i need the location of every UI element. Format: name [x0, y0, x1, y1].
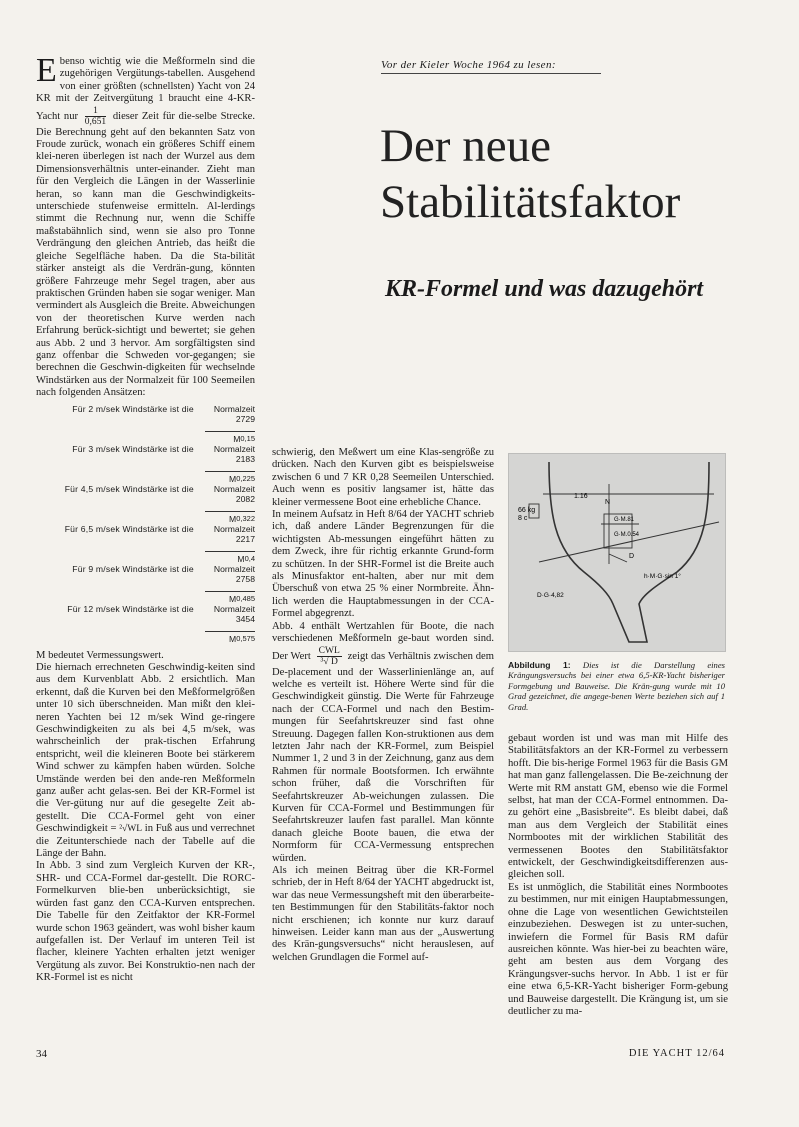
normalzeit-label: Normalzeit — [213, 403, 255, 414]
paragraph-text: dieser Zeit für die-selbe Strecke. Die Berechnung geht auf den bekannten Satz von Froude zurück, wonach ein größeres Schiff einem klei-neren überlegen ist nach der Wurzel aus dem Dimensionsverhältnis unter-einander. Zieht man für den Vergleich die Längen in der Wasserlinie heran, so kann man die Geschwindigkeits-unterschiede stufenweise ermitteln. Al-lerdings stimmt die Rechnung nur, wenn die Schiffe maßstabähnlich sind, wenn sie also pro Tonne Verdrängung den gleichen Antrieb, das heißt die gleiche Segelfläche haben. Da die Sta-bilität stärker ansteigt als die Verdrän-gung, könnten größere Fahrzeuge mehr Segel tragen, aber aus praktischen Gründen haben sie sogar weniger. Man vermindert als Ausgleich die Breite. Abweichungen von der theoretischen Kurve werden nach Erfahrung berück-sichtigt und bewertet; sie gehen aus Abb. 2 und 3 hervor. Am sorgfältigsten sind ganz offenbar die Schweden vor-gegangen; sie berechnen die Geschwin-digkeiten für wechselnde Windstärken aus der Normalzeit für 100 Seemeilen nach folgenden Ansätzen: — [36, 110, 255, 399]
speed-row — [36, 444, 255, 454]
paragraph — [36, 662, 255, 861]
label-dg: D·G·4,82 — [537, 592, 564, 599]
paragraph: Als ich meinen Beitrag über die KR-Formel schrieb, der in Heft 8/64 der YACHT abgedruckt ist, war das neue Vermessungsheft mit den überarbeite-ten Bestimmungen für den Stabilitäts-faktor noch nicht erschienen; ich konnte nur kurz darauf hinweisen. Leider kann man aus der „Auswertung des Krän-gungsversuchs“ nicht herauslesen, auf welchen Grundlagen die Formel auf- — [272, 865, 494, 963]
caption-label: Abbildung 1: — [508, 660, 571, 670]
speed-denominator — [194, 624, 255, 644]
caption-text: Dies ist die Darstellung eines Krängungsversuchs bei einer etwa 6,5-KR-Yacht bisheriger Formgebung und Bauweise. Die Krän-gung wurde mit 10 Grad gezeichnet, die angege-benen Werte beziehen sich auf 1 Grad. — [508, 660, 725, 712]
normalzeit-label: Normalzeit — [213, 563, 255, 574]
m-symbol: M — [233, 433, 241, 444]
label-d: D — [629, 553, 635, 560]
speed-label: Für 2 m/sek Windstärke ist die — [72, 403, 194, 414]
speed-value-row — [36, 494, 255, 504]
speed-value-row — [36, 454, 255, 464]
normalzeit-value: 2217 — [235, 533, 255, 544]
fraction — [317, 646, 342, 667]
speed-row — [36, 524, 255, 534]
label-weight-2: 8 c — [518, 515, 528, 522]
paragraph: schwierig, den Meßwert um eine Klas-sengröße zu drücken. Nach den Kurven gibt es beispielsweise zwischen 6 und 7 KR 0,28 Seemeilen Unterschied. Auch wenn es positiv langsamer ist, hätte das kleiner vermessene Boot eine erhebliche Chance. — [272, 447, 494, 508]
speed-value-row — [36, 614, 255, 624]
speed-value-row — [36, 414, 255, 424]
fraction-bar — [205, 511, 255, 512]
normalzeit-label: Normalzeit — [213, 483, 255, 494]
paragraph: gebaut worden ist und was man mit Hilfe des Stabilitätsfaktors an der KR-Formel zu verbessern hofft. Die bis-herige Formel 1963 für die Basis GM hat man ganz fallengelassen. Die Be-zeichnung der Werte mit RM anstatt GM, ebenso wie die Formel selbst, hat man der CCA-Formel entnommen. Da-zu gehört eine „Basisbreite“. Es bleibt dabei, daß man aus dem Vergleich der Stabilität eines Normbootes mit der wirklichen Stabilität des vermessenen Bootes den Stabilitätsfaktor entwickelt, der Geschwindigkeitsdifferenzen aus-gleichen soll. — [508, 733, 728, 881]
paragraph-text: zeigt das Verhältnis zwischen dem De-placement und der Wasserlinienlänge an, auf welche es verteilt ist. Höhere Werte sind für die Geschwindigkeit günstig. Die Werte für Fahrzeuge nach der CCA-Formel und nach den Bestim-mungen für Seefahrtskreuzer sind fast ohne Streuung. Dagegen fallen Kon-struktionen aus dem letzten Jahr nach der KR-Formel, zum Beispiel Nummer 1, 2 und 3 in der Zeichnung, ganz aus dem Rahmen für normale Bootsformen. Ich erwähnte schon früher, daß die Vorschriften für Seefahrtskreuzer Ab-weichungen zulassen. Die Kurven für CCA-Formel und Bestimmungen für Seefahrtskreuzer laufen fast parallel. Man könnte danach gleiche Boote bauen, die etwa der Normform für CCA-Vermessung entsprechen würden. — [272, 650, 494, 864]
paragraph-text: in Fuß aus und verrechnet die Zeitunterschiede nach der Tabelle auf die Länge der Bahn. — [36, 823, 256, 860]
exponent: 0,485 — [236, 593, 255, 603]
speed-row — [36, 604, 255, 614]
exponent: 0,225 — [236, 473, 255, 483]
column-1 — [36, 52, 256, 985]
hull-section-diagram — [509, 454, 725, 651]
speed-label: Für 9 m/sek Windstärke ist die — [72, 563, 194, 574]
speed-denominator-row — [36, 544, 255, 564]
formula: ²√WL — [119, 824, 143, 835]
normalzeit-label: Normalzeit — [213, 523, 255, 534]
exponent: 0,4 — [244, 553, 255, 563]
speed-value-row — [36, 574, 255, 584]
m-symbol: M — [229, 593, 237, 604]
journal-footer: DIE YACHT 12/64 — [628, 1048, 725, 1059]
fraction-bar — [205, 471, 255, 472]
speed-denominator — [194, 424, 255, 444]
speed-row — [36, 404, 255, 414]
normalzeit-value: 2758 — [235, 573, 255, 584]
normalzeit-label: Normalzeit — [213, 443, 255, 454]
paragraph — [36, 52, 255, 400]
m-symbol: M — [229, 473, 237, 484]
paragraph: In Abb. 3 sind zum Vergleich Kurven der KR-, SHR- und CCA-Formel dar-gestellt. Die RORC-Formelkurven blie-ben unberücksichtigt, sie würden fast ganz den CCA-Kurven entsprechen. Die Tabelle für den Zeitfaktor der KR-Formel wurde schon 1963 geändert, was wohl bisher kaum aufgefallen ist. Der Verlauf im unteren Teil ist flacher, kleinere Yachten erhalten jetzt weniger Vergütung als zuvor. Bei Konstruktio-nen nach der KR-Formel ist es nicht — [36, 860, 255, 984]
fraction-bar — [205, 591, 255, 592]
exponent: 0,15 — [240, 433, 255, 443]
page-title — [380, 118, 760, 230]
paragraph — [272, 621, 494, 865]
speed-label: Für 4,5 m/sek Windstärke ist die — [64, 483, 194, 494]
speed-denominator — [194, 464, 255, 484]
title-line-1: Der neue — [380, 120, 551, 172]
speed-row — [36, 564, 255, 574]
normalzeit-value: 2183 — [235, 453, 255, 464]
normalzeit-label: Normalzeit — [213, 603, 255, 614]
speed-denominator — [194, 504, 255, 524]
speed-denominator-row — [36, 624, 255, 644]
fraction — [85, 106, 106, 127]
speed-denominator-row — [36, 424, 255, 444]
fraction-bar — [205, 551, 255, 552]
speed-label: Für 6,5 m/sek Windstärke ist die — [64, 523, 194, 534]
drop-cap: E — [36, 52, 57, 89]
label-116: 1.16 — [574, 493, 588, 500]
page-number: 34 — [36, 1048, 47, 1060]
fraction-numerator: 1 — [85, 106, 106, 117]
normalzeit-value: 2082 — [235, 493, 255, 504]
exponent: 0,575 — [236, 633, 255, 643]
label-gm-1: G·M.81 — [614, 517, 635, 523]
speed-denominator-row — [36, 464, 255, 484]
paragraph: Es ist unmöglich, die Stabilität eines Normbootes zu bestimmen, nur mit einigen Hauptabmessungen, ohne die Lage von wesentlichen Gewichtsteilen einzubeziehen. Deswegen ist zu unter-suchen, inwiefern die Formel für Basis RM dafür ausreichen könnte. Was hier-bei zu beachten wäre, geht am besten aus dem Vorgang des Krängungsver-suchs hervor. In Abb. 1 ist er für eine etwa 6,5-KR-Yacht bisheriger Form-gebung und Bauweise dargestellt. Die Krängung ist, um sie deutlicher zu ma- — [508, 881, 728, 1017]
speed-value-row — [36, 534, 255, 544]
label-n: N — [605, 499, 611, 506]
label-weight: 66 kg — [518, 507, 536, 514]
speed-label: Für 12 m/sek Windstärke ist die — [67, 603, 194, 614]
speed-denominator-row — [36, 504, 255, 524]
column-3 — [508, 733, 728, 1018]
normalzeit-value: 2729 — [235, 413, 255, 424]
paragraph-text: benso wichtig wie die Meßformeln sind die zugehörigen Vergütungs-tabellen. Ausgehend von einer größten (schnellsten) Yacht von 24 KR mit der Zeitvergütung 1 braucht eine 4-KR-Yacht nur — [36, 56, 255, 122]
kicker: Vor der Kieler Woche 1964 zu lesen: — [381, 59, 601, 74]
fraction-denominator: ³√ D — [320, 656, 338, 667]
fraction-denominator: 0,651 — [84, 116, 107, 127]
fraction-numerator: CWL — [318, 645, 340, 656]
righting-arm — [609, 554, 627, 562]
exponent: 0,322 — [236, 513, 255, 523]
speed-denominator-row — [36, 584, 255, 604]
paragraph: M bedeutet Vermessungswert. — [36, 649, 164, 661]
figure-heel-test-diagram — [508, 453, 726, 652]
normalzeit-value: 3454 — [235, 613, 255, 624]
label-gm-2: G·M.0.54 — [614, 532, 640, 538]
m-symbol: M — [237, 553, 245, 564]
paragraph-text: Die hiernach errechneten Geschwindig-keiten sind aus dem Kurvenblatt Abb. 2 ersichtlich. Man erkennt, daß die Kurven bei den Meßformelgrößen unter 10 sich überschneiden. Man mißt den klei-neren Yachten bei 12 m/sek Wind ge-ringere Geschwindigkeiten zu als bei 4,5 m/sek, was wahrscheinlich der prak-tischen Erfahrung entspricht, weil die kleineren Boote bei stärkerem Wind schwer zu kämpfen haben würden. Solche Umstände werden bei den ande-ren Meßformeln ganz außer acht gelas-sen. Bei der KR-Formel ist die Ver-gütung nur auf die gesegelte Zeit ab-gestellt. Die CCA-Formel geht von einer Geschwindigkeit = — [36, 661, 255, 835]
speed-denominator — [194, 584, 255, 604]
m-symbol: M — [229, 633, 237, 644]
column-2 — [272, 447, 494, 964]
centerline — [601, 484, 639, 564]
figure-caption — [508, 660, 725, 712]
speed-row — [36, 484, 255, 494]
hull-outline — [549, 462, 709, 642]
fraction-bar — [205, 631, 255, 632]
speed-denominator — [194, 544, 255, 564]
paragraph: In meinem Aufsatz in Heft 8/64 der YACHT schrieb ich, daß andere Länder Begrenzungen für die wichtigsten Ab-messungen eingeführt hätten zu dem Zweck, ihre für richtig erkannte Grund-form zu schützen. In der SHR-Formel ist die Breite auch als Minusfaktor ent-halten, aber nur mit dem Überschuß von etwa 25 % einer Normbreite. Ähn-lich werden die Hauptabmessungen in der CCA-Formel abgegrenzt. — [272, 509, 494, 620]
page-subtitle: KR-Formel und was dazugehört — [385, 276, 704, 302]
title-line-2: Stabilitätsfaktor — [380, 176, 681, 228]
speed-formula-table — [36, 404, 255, 644]
speed-label: Für 3 m/sek Windstärke ist die — [72, 443, 194, 454]
fraction-bar — [205, 431, 255, 432]
m-symbol: M — [229, 513, 237, 524]
paragraph-text: Abb. 4 enthält Wertzahlen für Boote, die nach verschiedenen Meßformeln ge-baut worden sind. Der Wert — [272, 620, 494, 662]
label-h: h·M·G·sin 1° — [644, 573, 681, 580]
